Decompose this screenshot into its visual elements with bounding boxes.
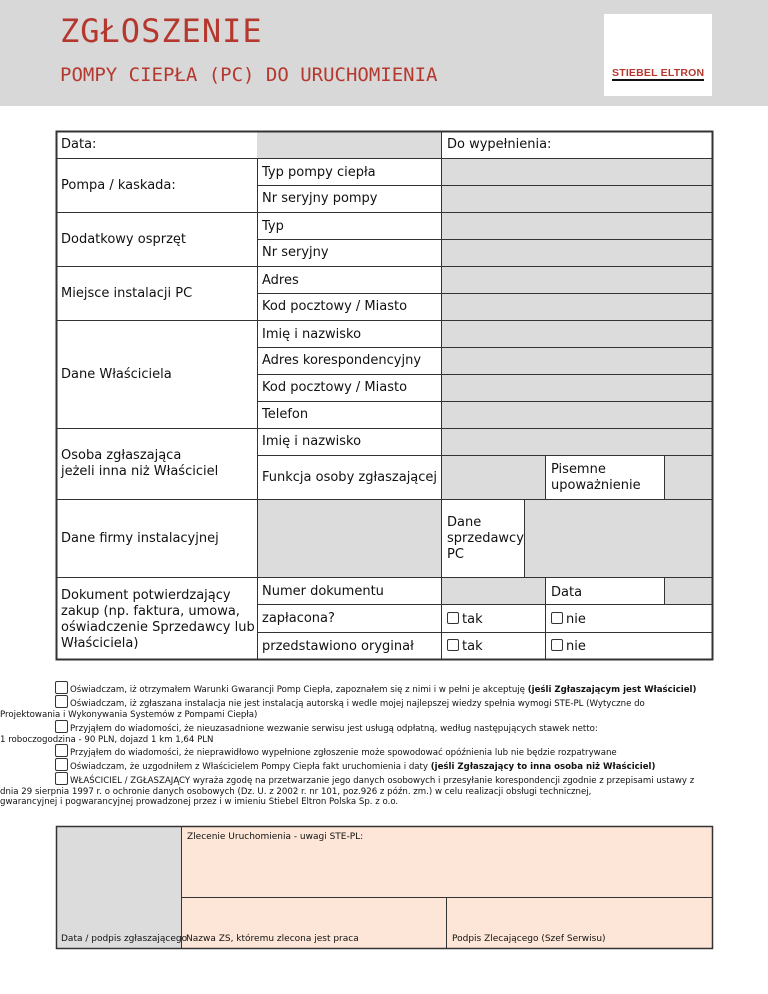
adres-label: Adres xyxy=(262,273,299,288)
imie-nazwisko2-label: Imię i nazwisko xyxy=(262,434,362,449)
kod-miasto2-label: Kod pocztowy / Miasto xyxy=(262,380,408,395)
sprzedawca-label-3: PC xyxy=(447,547,464,562)
oryginal-tak-option[interactable]: tak xyxy=(447,639,483,654)
nazwa-zs-label: Nazwa ZS, któremu zlecona jest praca xyxy=(186,934,359,944)
nr-seryjny-label: Nr seryjny xyxy=(262,245,329,260)
pisemne-label-1: Pisemne xyxy=(551,462,606,477)
funkcja-label: Funkcja osoby zgłaszającej xyxy=(262,470,438,485)
zaplacona-tak-option[interactable]: tak xyxy=(447,612,483,627)
nr-seryjny-pompy-label: Nr seryjny pompy xyxy=(262,191,378,206)
declaration-owner-agreement: Oświadczam, że uzgodniłem z Właścicielem Pompy Ciepła fakt uruchomienia i daty (jeśli Zgłaszający to inna osoba niż Właściciel) xyxy=(0,758,710,773)
data-podpis-label: Data / podpis zgłaszającego xyxy=(61,934,188,944)
pisemne-label-2: upoważnienie xyxy=(551,478,641,493)
oryginal-nie-option[interactable]: nie xyxy=(551,639,586,654)
telefon-label: Telefon xyxy=(262,407,309,422)
declaration-installation: Oświadczam, iż zgłaszana instalacja nie jest instalacją autorską i wedle mojej najlepszej wiedzy spełnia wymogi STE-PL (Wytyczne do Projektowania i Wykonywania Systemów z Pompami Ciepła) xyxy=(0,695,710,720)
miejsce-label: Miejsce instalacji PC xyxy=(61,286,193,301)
do-wypelnienia-label: Do wypełnienia: xyxy=(447,137,552,152)
przedstawiono-label: przedstawiono oryginał xyxy=(262,639,414,654)
typ-pompy-label: Typ pompy ciepła xyxy=(262,165,376,180)
osoba-label-2: jeżeli inna niż Właściciel xyxy=(61,464,219,479)
typ-label: Typ xyxy=(262,219,284,234)
dokument-label-2: zakup (np. faktura, umowa, xyxy=(61,604,240,619)
adres-kor-label: Adres korespondencyjny xyxy=(262,353,422,368)
form-title: ZGŁOSZENIE xyxy=(60,12,263,50)
osprzet-label: Dodatkowy osprzęt xyxy=(61,232,186,247)
numer-dok-label: Numer dokumentu xyxy=(262,584,384,599)
zaplacona-label: zapłacona? xyxy=(262,611,335,626)
form-subtitle: POMPY CIEPŁA (PC) DO URUCHOMIENIA xyxy=(60,64,438,86)
declaration-gdpr: WŁAŚCICIEL / ZGŁASZAJĄCY wyraża zgodę na przetwarzanie jego danych osobowych i przesyłanie korespondencji zgodnie z przepisami ustawy z dnia 29 sierpnia 1997 r. o ochronie danych osobowych (Dz. U. z 2002 r. nr 101, poz.926 z późn. zm.) w celu realizacji obsługi technicznej, gwarancyjnej i pogwarancyjnej prowadzonej przez i w imieniu Stiebel Eltron Polska Sp. z o.o. xyxy=(0,772,710,808)
declaration-warranty: Oświadczam, iż otrzymałem Warunki Gwarancji Pomp Ciepła, zapoznałem się z nimi i w pełni je akceptuję (jeśli Zgłaszającym jest Właściciel) xyxy=(0,681,710,696)
declaration-service-fee: Przyjąłem do wiadomości, że nieuzasadnione wezwanie serwisu jest usługą odpłatną, według następujących stawek netto: 1 roboczogodzina - 90 PLN, dojazd 1 km 1,64 PLN xyxy=(0,720,710,745)
kod-miasto-label: Kod pocztowy / Miasto xyxy=(262,299,408,314)
podpis-zlec-label: Podpis Zlecającego (Szef Serwisu) xyxy=(452,934,606,944)
sprzedawca-label-1: Dane xyxy=(447,515,482,530)
firma-label: Dane firmy instalacyjnej xyxy=(61,531,219,546)
dokument-label-4: Właściciela) xyxy=(61,636,139,651)
pompa-label: Pompa / kaskada: xyxy=(61,178,176,193)
zaplacona-nie-option[interactable]: nie xyxy=(551,612,586,627)
imie-nazwisko-label: Imię i nazwisko xyxy=(262,327,362,342)
dokument-label-1: Dokument potwierdzający xyxy=(61,588,231,603)
osoba-label-1: Osoba zgłaszająca xyxy=(61,448,182,463)
data-label: Data: xyxy=(61,137,97,152)
data2-label: Data xyxy=(551,585,583,600)
zlecenie-label: Zlecenie Uruchomienia - uwagi STE-PL: xyxy=(187,832,364,842)
dokument-label-3: oświadczenie Sprzedawcy lub xyxy=(61,620,255,635)
wlasciciel-label: Dane Właściciela xyxy=(61,367,172,382)
declaration-incorrect-form: Przyjąłem do wiadomości, że nieprawidłowo wypełnione zgłoszenie może spowodować opóźnienia lub nie będzie rozpatrywane xyxy=(0,744,710,759)
stiebel-eltron-logo: STIEBEL ELTRON xyxy=(612,67,705,79)
sprzedawca-label-2: sprzedawcy xyxy=(447,531,524,546)
